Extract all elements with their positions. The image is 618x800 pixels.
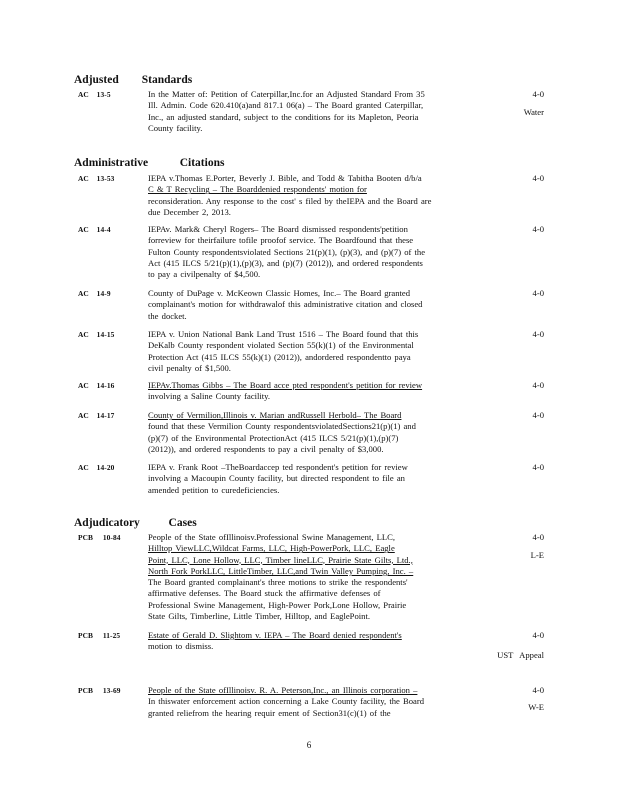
page-number: 6 [306, 740, 312, 750]
description-line: complainant's motion for withdrawalof this administrative citation and closed [148, 299, 423, 310]
description-line: civil penalty of $1,500. [148, 362, 231, 373]
case-description [148, 89, 462, 134]
description-line: C & T Recycling – The Boarddenied respondents' motion for [148, 184, 367, 195]
description-line: affirmative defenses. The Board stuck the affirmative defenses of [148, 588, 381, 599]
case-description [148, 224, 462, 280]
vote-count: 4-0 [532, 410, 544, 420]
case-description [148, 685, 462, 719]
description-line: State Gilts, Timberline, Little Timber, Hilltop, and EaglePoint. [148, 611, 370, 622]
case-description [148, 410, 462, 455]
description-line: due December 2, 2013. [148, 206, 231, 217]
description-line: Professional Swine Management, High-Power Pork,Lone Hollow, Prairie [148, 599, 407, 610]
vote-count: 4-0 [532, 288, 544, 298]
description-line: amended petition to curedeficiencies. [148, 484, 280, 495]
case-description [148, 532, 462, 622]
description-line: IEPA v. Union National Bank Land Trust 1516 – The Board found that this [148, 329, 419, 339]
vote-count: 4-0 [532, 532, 544, 542]
case-number: PCB 11-25 [78, 631, 121, 640]
description-line: The Board granted complainant's three motions to strike the respondents' [148, 577, 408, 588]
description-line: County of DuPage v. McKeown Classic Homes, Inc.– The Board granted [148, 288, 411, 298]
case-category: L-E [530, 550, 544, 560]
case-number: AC 14-20 [78, 463, 115, 472]
description-line: Hilltop ViewLLC,Wildcat Farms, LLC, High-PowerPork, LLC, Eagle [148, 543, 395, 554]
case-description [148, 329, 462, 374]
description-line: IEPA v. Frank Root –TheBoardaccep ted respondent's petition for review [148, 462, 408, 472]
description-line: (2012)), and ordered respondents to pay a civil penalty of $3,000. [148, 443, 384, 454]
description-line: In thiswater enforcement action concerning a Lake County facility, the Board [148, 696, 424, 707]
case-title-link: Estate of Gerald D. Slightom v. IEPA – The Board denied respondent's [148, 630, 402, 640]
description-line: Inc., an adjusted standard, subject to the conditions for its Mapleton, Peoria [148, 111, 419, 122]
case-number: AC 14-15 [78, 330, 115, 339]
case-description [148, 462, 462, 496]
description-line: (p)(7) of the Environmental ProtectionAct (415 ILCS 5/21(p)(1),(p)(7) [148, 432, 399, 443]
description-line: IEPA v.Thomas E.Porter, Beverly J. Bible, and Todd & Tabitha Booten d/b/a [148, 173, 422, 183]
case-number: AC 13-53 [78, 174, 115, 183]
case-category: Water [523, 107, 544, 117]
description-line: County facility. [148, 122, 203, 133]
case-description [148, 630, 462, 653]
description-line: to pay a civilpenalty of $4,500. [148, 269, 261, 280]
case-number: AC 14-4 [78, 225, 111, 234]
vote-count: 4-0 [532, 224, 544, 234]
description-line: People of the State ofIllinoisv. R. A. Peterson,Inc., an Illinois corporation – [148, 685, 418, 695]
case-description [148, 288, 462, 322]
case-number: AC 14-17 [78, 411, 115, 420]
description-line: People of the State ofIllinoisv.Professional Swine Management, LLC, [148, 532, 396, 542]
description-line: granted reliefrom the hearing requir ement of Section31(c)(1) of the [148, 707, 391, 718]
case-category: UST Appeal [497, 650, 544, 660]
description-line: DeKalb County respondent violated Section 55(k)(1) of the Environmental [148, 340, 414, 351]
vote-count: 4-0 [532, 329, 544, 339]
description-line: reconsideration. Any response to the cost' s filed by theIEPA and the Board are [148, 195, 432, 206]
description-line: In the Matter of: Petition of Caterpillar,Inc.for an Adjusted Standard From 35 [148, 89, 425, 99]
section-heading-administrative-citations: Administrative Citations [74, 157, 225, 169]
description-line: Fulton County respondentsviolated Sections 21(p)(1), (p)(3), and (p)(7) of the [148, 246, 426, 257]
section-heading-adjudicatory-cases: Adjudicatory Cases [74, 517, 197, 529]
vote-count: 4-0 [532, 173, 544, 183]
description-line: North Fork PorkLLC, LittleTimber, LLC,and Twin Valley Pumping, Inc. – [148, 565, 414, 576]
section-heading-adjusted-standards: Adjusted Standards [74, 74, 193, 86]
description-line: Protection Act (415 ILCS 55(k)(1) (2012)), andordered respondentto paya [148, 351, 411, 362]
description-line: Ill. Admin. Code 620.410(a)and 817.1 06(a) – The Board granted Caterpillar, [148, 100, 424, 111]
description-line: involving a Saline County facility. [148, 391, 271, 402]
description-line: IEPAv. Mark& Cheryl Rogers– The Board dismissed respondents'petition [148, 224, 408, 234]
case-number: PCB 10-84 [78, 533, 121, 542]
description-line: motion to dismiss. [148, 641, 214, 652]
case-description [148, 173, 462, 218]
description-line: involving a Macoupin County facility, but directed respondent to file an [148, 473, 405, 484]
description-line [148, 630, 462, 641]
vote-count: 4-0 [532, 630, 544, 640]
case-category: W-E [528, 702, 544, 712]
description-line: found that these Vermilion County respondentsviolatedSections21(p)(1) and [148, 421, 416, 432]
description-line: Act (415 ILCS 5/21(p)(1),(p)(3), and (p)(7) (2012)), and ordered respondents [148, 257, 423, 268]
case-title-link: IEPAv.Thomas Gibbs – The Board acce pted respondent's petition for review [148, 380, 423, 390]
description-line: the docket. [148, 310, 187, 321]
case-number: AC 13-5 [78, 90, 111, 99]
case-number: PCB 13-69 [78, 686, 121, 695]
case-number: AC 14-9 [78, 289, 111, 298]
case-description [148, 380, 462, 403]
description-line: County of Vermilion,Illinois v. Marian andRussell Herbold– The Board [148, 410, 402, 420]
vote-count: 4-0 [532, 380, 544, 390]
case-number: AC 14-16 [78, 381, 115, 390]
vote-count: 4-0 [532, 89, 544, 99]
vote-count: 4-0 [532, 462, 544, 472]
description-line: forreview for theirfailure tofile proofof service. The Boardfound that these [148, 235, 414, 246]
vote-count: 4-0 [532, 685, 544, 695]
description-line: Point, LLC, Lone Hollow, LLC, Timber lineLLC, Prairie State Gilts, Ltd., [148, 554, 413, 565]
description-line [148, 380, 462, 391]
